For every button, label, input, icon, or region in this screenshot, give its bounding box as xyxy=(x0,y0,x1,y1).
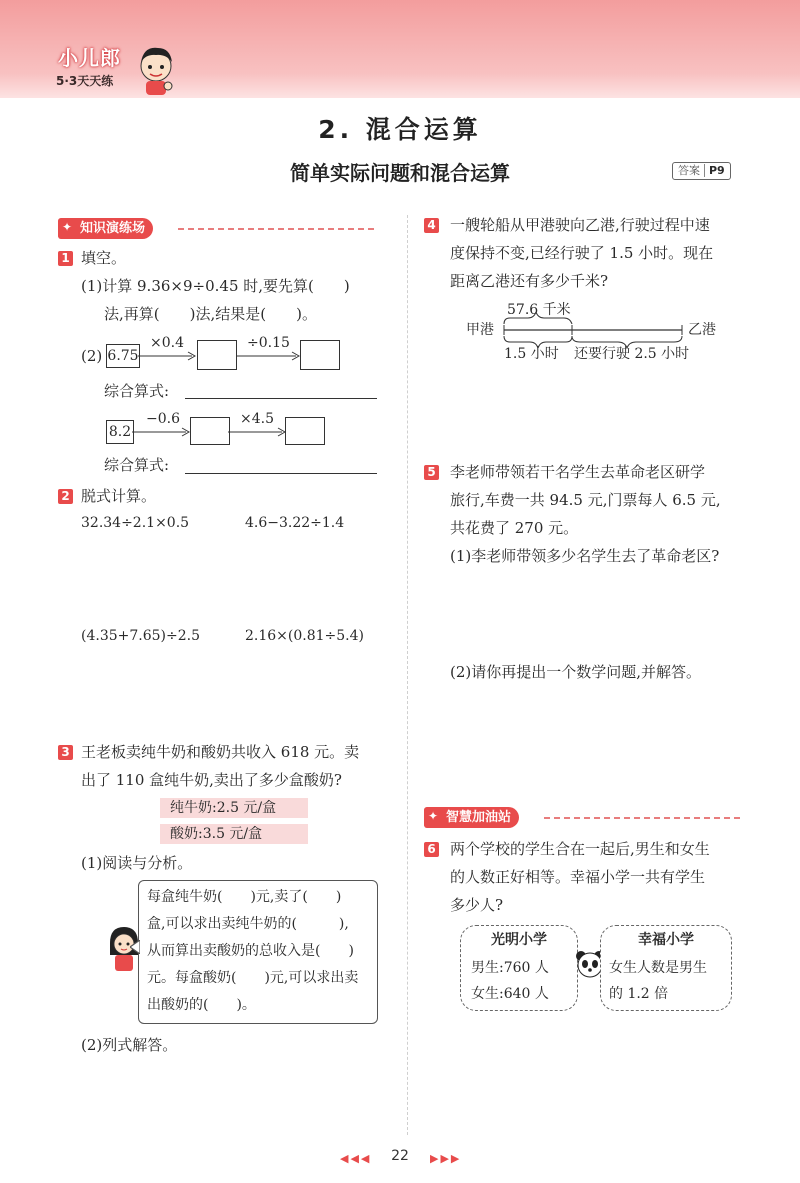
chain1-op2: ÷0.15 xyxy=(247,335,290,351)
answer-box[interactable] xyxy=(197,340,237,370)
page-title: 2. 混合运算 xyxy=(318,115,482,144)
q6-line1: 两个学校的学生合在一起后,男生和女生 xyxy=(450,840,710,858)
question-number: 1 xyxy=(58,251,73,266)
answer-line[interactable] xyxy=(185,473,377,474)
school-condition: 的 1.2 倍 xyxy=(609,986,669,1002)
start-port: 甲港 xyxy=(466,322,494,338)
price-tag-yogurt: 酸奶:3.5 元/盒 xyxy=(160,824,308,844)
school-girls: 女生:640 人 xyxy=(471,986,549,1002)
answer-reference xyxy=(672,162,731,180)
answer-line[interactable] xyxy=(185,398,377,399)
q3-line2: 出了 110 盒纯牛奶,卖出了多少盒酸奶? xyxy=(81,771,342,789)
analysis-line: 元。每盒酸奶( )元,可以求出卖 xyxy=(147,970,359,986)
page-number: 22 xyxy=(391,1148,409,1164)
question-number: 3 xyxy=(58,745,73,760)
star-icon: ✦ xyxy=(428,809,439,823)
q4-line3: 距离乙港还有多少千米? xyxy=(450,272,609,290)
end-port: 乙港 xyxy=(688,322,716,338)
q1-line1: (1)计算 9.36×9÷0.45 时,要先算( ) xyxy=(81,277,350,295)
price-tag-milk: 纯牛奶:2.5 元/盒 xyxy=(160,798,308,818)
q1-part2-label: (2) xyxy=(81,347,103,365)
q3-sub2: (2)列式解答。 xyxy=(81,1036,178,1054)
distance-label: 57.6 千米 xyxy=(507,302,571,318)
q6-line3: 多少人? xyxy=(450,896,504,914)
q3-line1: 王老板卖纯牛奶和酸奶共收入 618 元。卖 xyxy=(81,743,360,761)
question-number: 2 xyxy=(58,489,73,504)
footer-right-arrows: ▶▶▶ xyxy=(430,1152,462,1165)
answer-label: 答案 xyxy=(678,164,705,177)
school-name: 幸福小学 xyxy=(638,932,694,948)
section-label: 智慧加油站 xyxy=(424,807,519,828)
section-label: 知识演练场 xyxy=(58,218,153,239)
q3-sub1: (1)阅读与分析。 xyxy=(81,854,193,872)
analysis-line: 出酸奶的( )。 xyxy=(147,997,256,1013)
footer-left-arrows: ◀◀◀ xyxy=(340,1152,372,1165)
chain2-start-box: 8.2 xyxy=(106,420,134,444)
brand-series: 5·3天天练 xyxy=(56,74,114,88)
column-divider xyxy=(407,215,408,1135)
analysis-speech-box xyxy=(138,880,378,1024)
chain1-start-box: 6.75 xyxy=(106,344,140,368)
star-icon: ✦ xyxy=(62,220,73,234)
analysis-line: 每盒纯牛奶( )元,卖了( ) xyxy=(147,889,342,905)
q4-line2: 度保持不变,已经行驶了 1.5 小时。现在 xyxy=(450,244,714,262)
arrow-right-icon xyxy=(132,427,190,437)
q1-line2: 法,再算( )法,结果是( )。 xyxy=(104,305,317,323)
section-header-practice xyxy=(58,217,153,239)
q5-sub1: (1)李老师带领多少名学生去了革命老区? xyxy=(450,547,720,565)
arrow-right-icon xyxy=(236,351,300,361)
q4-line1: 一艘轮船从甲港驶向乙港,行驶过程中速 xyxy=(450,216,710,234)
school-name: 光明小学 xyxy=(491,932,547,948)
combined-formula-label: 综合算式: xyxy=(104,382,170,400)
q5-line2: 旅行,车费一共 94.5 元,门票每人 6.5 元, xyxy=(450,491,721,509)
question-title: 填空。 xyxy=(81,249,127,267)
arrow-right-icon xyxy=(138,351,196,361)
brand-logo: 小儿郎 xyxy=(58,46,121,70)
section-dash-line xyxy=(178,228,374,230)
combined-formula-label: 综合算式: xyxy=(104,456,170,474)
section-header-wisdom xyxy=(424,806,519,828)
line-diagram xyxy=(500,312,686,348)
expression-3: (4.35+7.65)÷2.5 xyxy=(81,628,200,644)
school-card-guangming xyxy=(460,925,578,1011)
expression-4: 2.16×(0.81÷5.4) xyxy=(245,628,364,644)
question-number: 4 xyxy=(424,218,439,233)
section-dash-line xyxy=(544,817,740,819)
answer-box[interactable] xyxy=(300,340,340,370)
q6-line2: 的人数正好相等。幸福小学一共有学生 xyxy=(450,868,706,886)
time-remaining: 还要行驶 2.5 小时 xyxy=(574,346,690,362)
answer-box[interactable] xyxy=(285,417,325,445)
chain2-op1: −0.6 xyxy=(146,411,180,427)
question-number: 5 xyxy=(424,465,439,480)
school-boys: 男生:760 人 xyxy=(471,960,549,976)
analysis-line: 盒,可以求出卖纯牛奶的( ), xyxy=(147,916,349,932)
chain2-op2: ×4.5 xyxy=(240,411,274,427)
expression-2: 4.6−3.22÷1.4 xyxy=(245,515,345,531)
time-elapsed: 1.5 小时 xyxy=(504,346,559,362)
question-number: 6 xyxy=(424,842,439,857)
school-condition: 女生人数是男生 xyxy=(609,960,707,976)
mascot-boy-icon xyxy=(136,42,176,96)
answer-page: P9 xyxy=(709,164,725,177)
answer-box[interactable] xyxy=(190,417,230,445)
chain1-op1: ×0.4 xyxy=(150,335,184,351)
q5-line1: 李老师带领若干名学生去革命老区研学 xyxy=(450,463,706,481)
q5-sub2: (2)请你再提出一个数学问题,并解答。 xyxy=(450,663,702,681)
q5-line3: 共花费了 270 元。 xyxy=(450,519,579,537)
school-card-xingfu xyxy=(600,925,732,1011)
arrow-right-icon xyxy=(228,427,286,437)
page-subtitle: 简单实际问题和混合运算 xyxy=(290,161,510,185)
speech-pointer xyxy=(130,940,140,954)
expression-1: 32.34÷2.1×0.5 xyxy=(81,515,190,531)
question-title: 脱式计算。 xyxy=(81,487,157,505)
analysis-line: 从而算出卖酸奶的总收入是( ) xyxy=(147,943,354,959)
